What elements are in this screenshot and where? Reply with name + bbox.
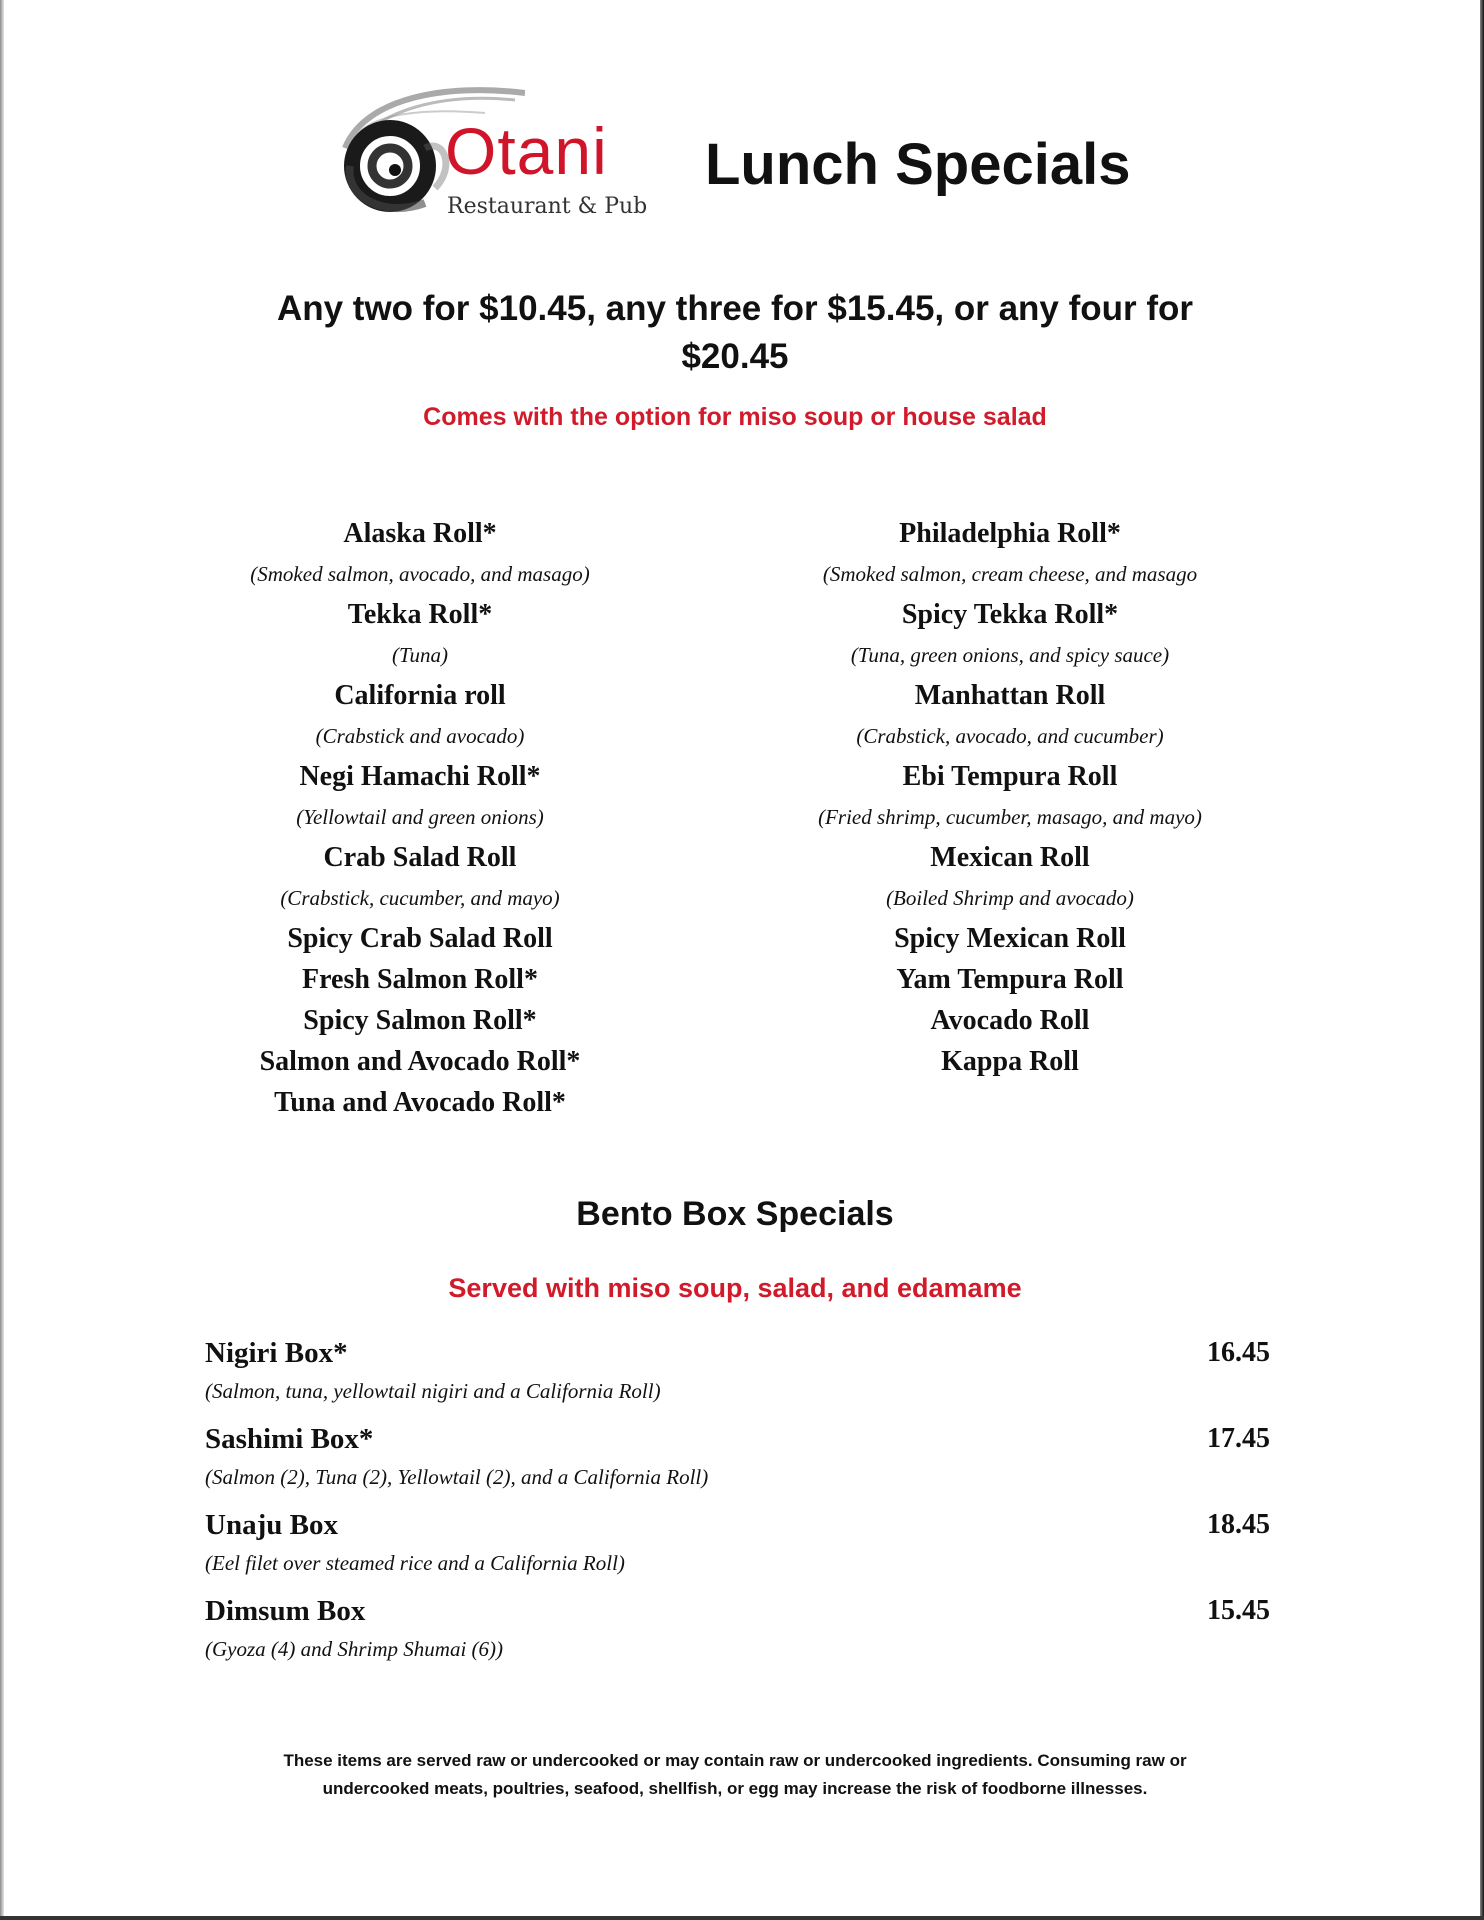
menu-item (205, 1041, 635, 1082)
scan-edge-bottom (0, 1916, 1484, 1920)
bento-list (205, 1333, 1270, 1677)
roll-description: (Crabstick and avocado) (315, 724, 525, 748)
page-title: Lunch Specials (705, 132, 1131, 197)
roll-description: (Smoked salmon, cream cheese, and masago (822, 562, 1198, 586)
page-header (325, 78, 1145, 238)
roll-description: (Fried shrimp, cucumber, masago, and mayo) (818, 805, 1202, 829)
bento-price: 17.45 (1207, 1423, 1270, 1454)
menu-item (760, 837, 1260, 918)
roll-description: (Tuna, green onions, and spicy sauce) (850, 643, 1170, 667)
otani-logo (325, 78, 690, 238)
bento-price: 15.45 (1207, 1595, 1270, 1626)
menu-item (205, 513, 635, 594)
side-option-note: Comes with the option for miso soup or house salad (423, 403, 1047, 431)
disclaimer-line-1: These items are served raw or undercooked or may contain raw or undercooked ingredients. Consuming raw or (283, 1751, 1187, 1770)
bento-description: (Salmon, tuna, yellowtail nigiri and a California Roll) (205, 1379, 661, 1403)
rolls-left-column (205, 513, 635, 1123)
menu-item (205, 1000, 635, 1041)
roll-description: (Tuna) (391, 643, 448, 667)
menu-item (760, 959, 1260, 1000)
roll-name: Yam Tempura Roll (896, 964, 1124, 995)
roll-name: Ebi Tempura Roll (902, 761, 1118, 792)
bento-note: Served with miso soup, salad, and edamame (448, 1273, 1022, 1303)
bento-item (205, 1333, 1270, 1419)
menu-item (205, 675, 635, 756)
roll-name: Philadelphia Roll* (899, 518, 1121, 549)
bento-name: Dimsum Box (205, 1595, 366, 1627)
menu-item (760, 918, 1260, 959)
bento-price: 18.45 (1207, 1509, 1270, 1540)
roll-name: Negi Hamachi Roll* (299, 761, 541, 792)
menu-item (760, 756, 1260, 837)
bento-item (205, 1591, 1270, 1677)
pricing-line-1: Any two for $10.45, any three for $15.45, or any four for (276, 289, 1194, 328)
menu-item (205, 837, 635, 918)
menu-item (760, 513, 1260, 594)
scan-edge-left (0, 0, 4, 1920)
bento-description: (Salmon (2), Tuna (2), Yellowtail (2), and a California Roll) (205, 1465, 709, 1489)
roll-name: Spicy Tekka Roll* (901, 599, 1119, 630)
roll-name: Spicy Crab Salad Roll (287, 923, 553, 954)
roll-name: Tuna and Avocado Roll* (274, 1087, 566, 1118)
roll-name: Spicy Mexican Roll (894, 923, 1126, 954)
roll-name: Manhattan Roll (914, 680, 1106, 711)
bento-description: (Eel filet over steamed rice and a California Roll) (205, 1551, 625, 1575)
roll-description: (Boiled Shrimp and avocado) (886, 886, 1134, 910)
disclaimer-line-2: undercooked meats, poultries, seafood, shellfish, or egg may increase the risk of foodborne illnesses. (322, 1779, 1148, 1798)
roll-name: California roll (334, 680, 506, 711)
roll-name: Kappa Roll (941, 1046, 1079, 1077)
logo-wordmark: Otani (445, 114, 608, 188)
bento-item (205, 1419, 1270, 1505)
roll-description: (Smoked salmon, avocado, and masago) (250, 562, 590, 586)
menu-item (205, 959, 635, 1000)
menu-item (760, 594, 1260, 675)
menu-item (205, 1082, 635, 1123)
roll-name: Avocado Roll (930, 1005, 1090, 1036)
menu-item (760, 675, 1260, 756)
bento-section-title: Bento Box Specials (576, 1195, 894, 1233)
roll-name: Spicy Salmon Roll* (303, 1005, 537, 1036)
bento-item (205, 1505, 1270, 1591)
menu-item (205, 918, 635, 959)
bento-name: Sashimi Box* (205, 1423, 374, 1455)
roll-description: (Yellowtail and green onions) (296, 805, 544, 829)
bento-price: 16.45 (1207, 1337, 1270, 1368)
bento-name: Nigiri Box* (205, 1337, 348, 1369)
roll-name: Salmon and Avocado Roll* (259, 1046, 581, 1077)
roll-name: Fresh Salmon Roll* (302, 964, 538, 995)
bento-name: Unaju Box (205, 1509, 338, 1541)
pricing-offer (200, 285, 1270, 381)
roll-name: Tekka Roll* (347, 599, 493, 630)
rolls-right-column (760, 513, 1260, 1082)
roll-description: (Crabstick, cucumber, and mayo) (280, 886, 560, 910)
menu-item (205, 594, 635, 675)
roll-name: Crab Salad Roll (323, 842, 517, 873)
bento-description: (Gyoza (4) and Shrimp Shumai (6)) (205, 1637, 504, 1661)
menu-item (205, 756, 635, 837)
menu-item (760, 1041, 1260, 1082)
roll-description: (Crabstick, avocado, and cucumber) (856, 724, 1164, 748)
food-safety-disclaimer (225, 1747, 1245, 1803)
pricing-line-2: $20.45 (681, 337, 789, 376)
roll-name: Alaska Roll* (343, 518, 497, 549)
scan-edge-right (1480, 0, 1484, 1920)
roll-name: Mexican Roll (930, 842, 1090, 873)
menu-item (760, 1000, 1260, 1041)
logo-subtitle: Restaurant & Pub (447, 194, 648, 219)
